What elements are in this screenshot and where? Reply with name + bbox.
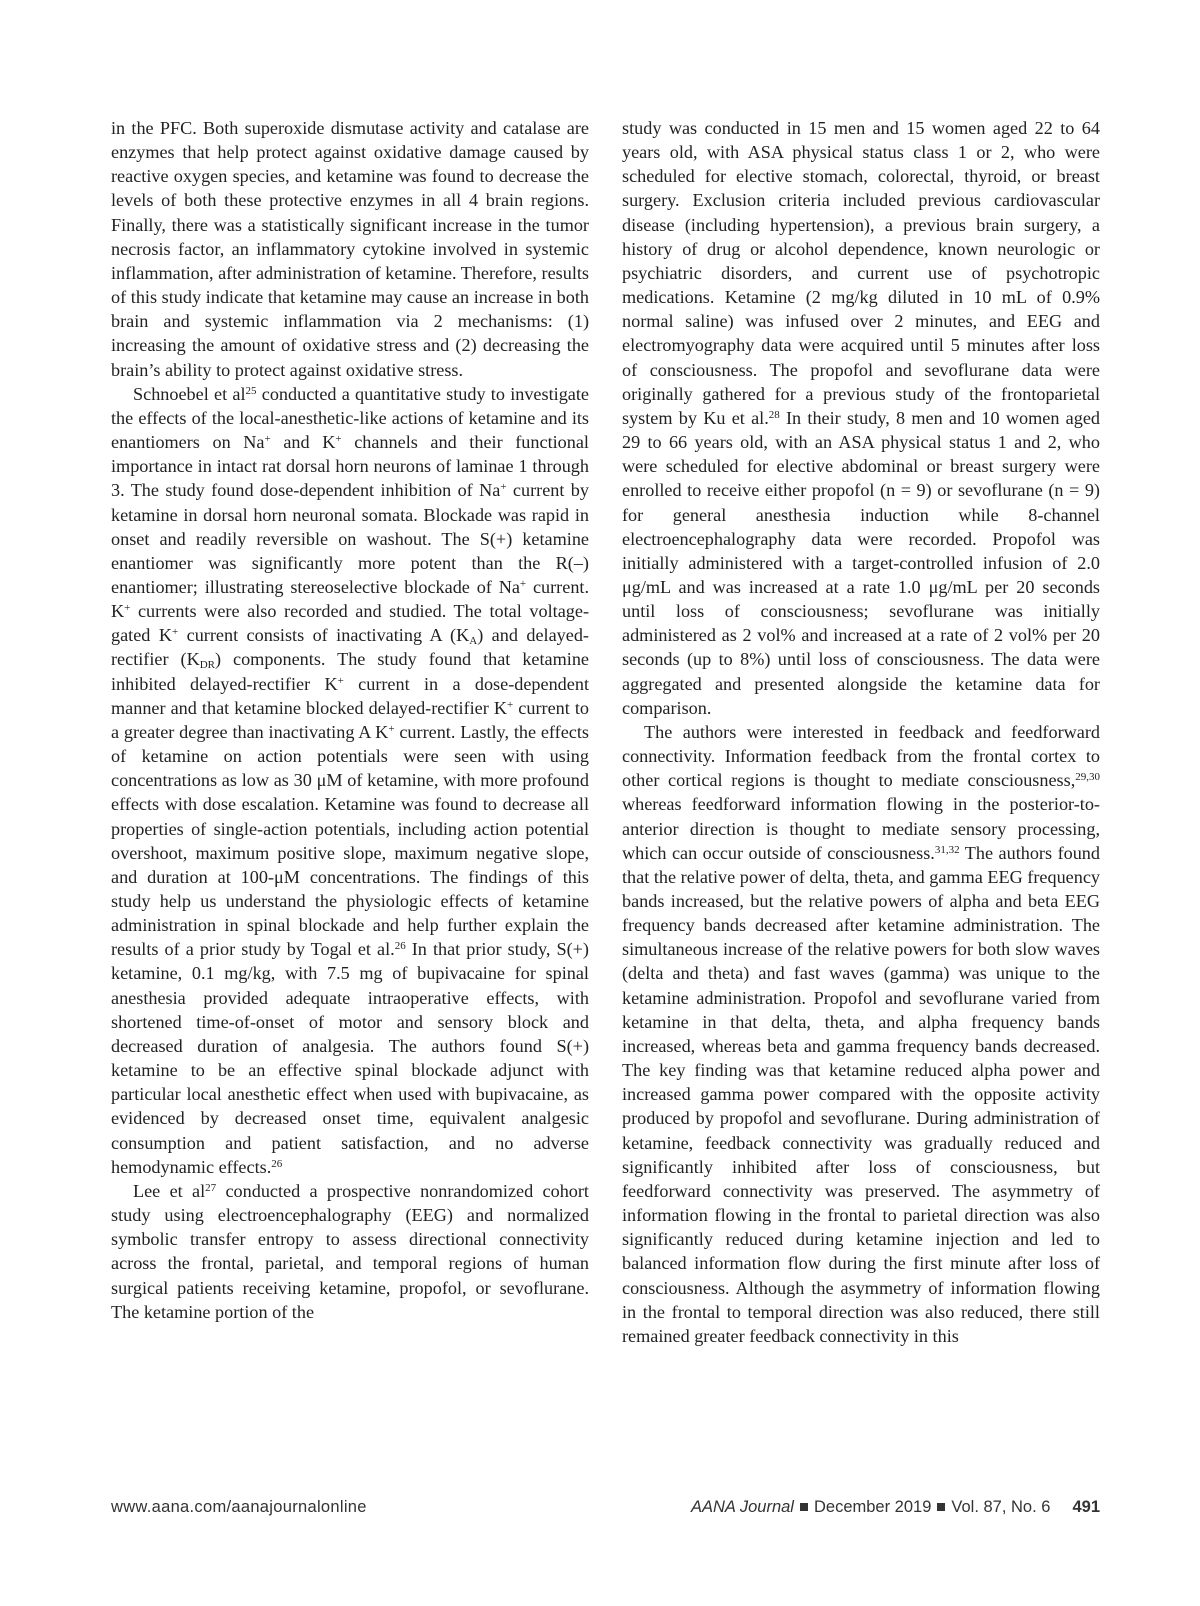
page-footer (111, 1498, 1100, 1520)
citation: 29,30 (1075, 771, 1100, 784)
volume-issue: Vol. 87, No. 6 (951, 1498, 1051, 1516)
citation: 27 (205, 1181, 217, 1194)
right-column (622, 116, 1100, 1348)
journal-name: AANA Journal (690, 1498, 794, 1516)
left-column (111, 116, 589, 1324)
issue-date: December 2019 (813, 1498, 932, 1516)
paragraph: Lee et $al^{27}$ conducted a prospective nonrandomized cohort study using electroencephalography (EEG) and normalized symbolic transfer entropy to assess directional connectivity across the frontal, parietal, and temporal regions of human surgical patients receiving ketamine, propofol, or sevoflurane. The ketamine portion of the (111, 1180, 589, 1322)
paragraph: in the PFC. Both superoxide dismutase activity and catalase are enzymes that help protect against oxidative damage caused by reactive oxygen species, and ketamine was found to decrease the levels of both these protective enzymes in all 4 brain regions. Finally, there was a statistically significant increase in the tumor necrosis factor, an inflammatory cytokine involved in systemic inflammation, after administration of ketamine. Therefore, results of this study indicate that ketamine may cause an increase in both brain and systemic inflammation via 2 mechanisms: (1) increasing the amount of oxidative stress and (2) decreasing the brain’s ability to protect against oxidative stress. (111, 118, 589, 380)
square-bullet-icon (937, 1503, 945, 1511)
square-bullet-icon (800, 1503, 808, 1511)
citation: 26 (394, 940, 406, 953)
page-number: 491 (1072, 1498, 1100, 1516)
paragraph: The authors were interested in feedback and feedforward connectivity. Information feedback from the frontal cortex to other cortical regions is thought to mediate consciousness,$^{29,30}$ whereas feedforward information flowing in the posterior-to-anterior direction is thought to mediate sensory processing, which can occur outside of consciousness.$^{31,32}$ The authors found that the relative power of delta, theta, and gamma EEG frequency bands increased, but the relative powers of alpha and beta EEG frequency bands decreased after ketamine administration. The simultaneous increase of the relative powers for both slow waves (delta and theta) and fast waves (gamma) was unique to the ketamine administration. Propofol and sevoflurane varied from ketamine in that delta, theta, and alpha frequency bands increased, whereas beta and gamma frequency bands decreased. The key finding was that ketamine reduced alpha power and increased gamma power compared with the opposite activity produced by propofol and sevoflurane. During administration of ketamine, feedback connectivity was gradually reduced and significantly inhibited after loss of consciousness, but feedforward connectivity was preserved. The asymmetry of information flowing in the frontal to parietal direction was also significantly reduced during ketamine injection and led to balanced information flow during the first minute after loss of consciousness. Although the asymmetry of information flowing in the frontal to temporal direction was also reduced, there still remained greater feedback connectivity in this (622, 721, 1100, 1346)
journal-citation (691, 1498, 1100, 1517)
citation: 31,32 (934, 843, 960, 856)
citation: 28 (768, 408, 780, 421)
citation: 25 (245, 384, 257, 397)
paragraph: Schnoebel et $al^{25}$ conducted a quantitative study to investigate the effects of the local-anesthetic-like actions of ketamine and its enantiomers on Na+ and K+ channels and their functional importance in intact rat dorsal horn neurons of laminae 1 through 3. The study found dose-dependent inhibition of Na+ current by ketamine in dorsal horn neuronal somata. Blockade was rapid in onset and readily reversible on washout. The S(+) ketamine enantiomer was significantly more potent than the R(–) enantiomer; illustrating stereoselective blockade of Na+ current. K+ currents were also recorded and studied. The total voltage-gated K+ current consists of inactivating A $(K_A)$ and delayed-rectifier $(K_{DR})$ components. The study found that ketamine inhibited delayed-rectifier K+ current in a dose-dependent manner and that ketamine blocked delayed-rectifier K+ current to a greater degree than inactivating A K+ current. Lastly, the effects of ketamine on action potentials were seen with using concentrations as low as 30 μM of ketamine, with more profound effects with dose escalation. Ketamine was found to decrease all properties of single-action potentials, including action potential overshoot, maximum positive slope, maximum negative slope, and duration at 100-μM concentrations. The findings of this study help us understand the physiologic effects of ketamine administration in spinal blockade and help further explain the results of a prior study by Togal et al.$^{26}$ In that prior study, S(+) ketamine, 0.1 mg/kg, with 7.5 mg of bupivacaine for spinal anesthesia provided adequate intraoperative effects, with shortened time-of-onset of motor and sensory block and decreased duration of analgesia. The authors found S(+) ketamine to be an effective spinal blockade adjunct with particular local anesthetic effect when used with bupivacaine, as evidenced by decreased onset time, equivalent analgesic consumption and patient satisfaction, and no adverse hemodynamic effects.$^{26}$ (111, 383, 590, 1177)
journal-url[interactable]: www.aana.com/aanajournalonline (111, 1498, 367, 1516)
citation: 26 (271, 1157, 283, 1170)
paragraph: study was conducted in 15 men and 15 women aged 22 to 64 years old, with ASA physical status class 1 or 2, who were scheduled for elective stomach, colorectal, thyroid, or breast surgery. Exclusion criteria included previous cardiovascular disease (including hypertension), a previous brain surgery, a history of drug or alcohol dependence, known neurologic or psychiatric disorders, and current use of psychotropic medications. Ketamine (2 mg/kg diluted in 10 mL of 0.9% normal saline) was infused over 2 minutes, and EEG and electromyography data were acquired until 5 minutes after loss of consciousness. The propofol and sevoflurane data were originally gathered for a previous study of the frontoparietal system by Ku et al.$^{28}$ In their study, 8 men and 10 women aged 29 to 66 years old, with an ASA physical status 1 and 2, who were scheduled for elective abdominal or breast surgery were enrolled to receive either propofol (n = 9) or sevoflurane (n = 9) for general anesthesia induction while 8-channel electroencephalography data were recorded. Propofol was initially administered with a target-controlled infusion of 2.0 μg/mL and was increased at a rate 1.0 μg/mL per 20 seconds until loss of consciousness; sevoflurane was initially administered as 2 vol% and increased at a rate of 2 vol% per 20 seconds (up to 8%) until loss of consciousness. The data were aggregated and presented alongside the ketamine data for comparison. (622, 118, 1100, 718)
